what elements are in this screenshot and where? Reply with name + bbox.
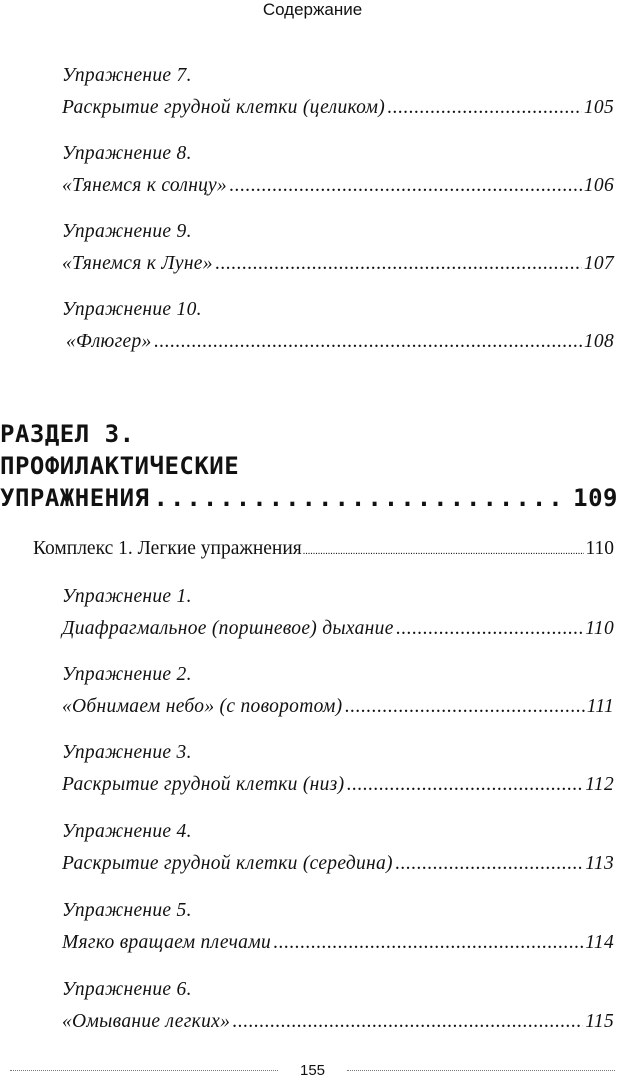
toc-entry-exercise-4[interactable] bbox=[62, 816, 614, 880]
page-number: 155 bbox=[299, 1061, 326, 1079]
toc-entry-exercise-9[interactable] bbox=[62, 216, 614, 280]
dot-leader bbox=[154, 482, 570, 514]
toc-complex-1[interactable] bbox=[33, 533, 614, 568]
toc-entry-title: «Флюгер» bbox=[66, 331, 152, 352]
toc-entry-title: Раскрытие грудной клетки (низ) bbox=[62, 774, 345, 795]
dot-leader bbox=[396, 613, 584, 645]
toc-entry-label: Упражнение 4. bbox=[62, 821, 192, 842]
section-page: 109 bbox=[573, 484, 618, 512]
dot-leader bbox=[344, 691, 584, 723]
toc-entry-label: Упражнение 9. bbox=[62, 221, 192, 242]
toc-entry-title: Раскрытие грудной клетки (середина) bbox=[62, 853, 393, 874]
toc-entry-page: 111 bbox=[586, 696, 614, 717]
toc-entry-exercise-7[interactable] bbox=[62, 60, 614, 124]
dot-leader bbox=[395, 848, 583, 880]
toc-entry-label: Упражнение 8. bbox=[62, 143, 192, 164]
toc-entry-label: Упражнение 1. bbox=[62, 586, 192, 607]
toc-entry-exercise-8[interactable] bbox=[62, 138, 614, 202]
toc-entry-label: Упражнение 5. bbox=[62, 900, 192, 921]
toc-entry-title: «Обнимаем небо» (с поворотом) bbox=[62, 696, 343, 717]
dot-leader bbox=[232, 1006, 583, 1038]
toc-entry-title: «Тянемся к Луне» bbox=[62, 253, 213, 274]
toc-entry-title: Диафрагмальное (поршневое) дыхание bbox=[62, 618, 394, 639]
toc-entry-label: Упражнение 7. bbox=[62, 65, 192, 86]
toc-entry-exercise-2[interactable] bbox=[62, 659, 614, 723]
toc-entry-label: Упражнение 3. bbox=[62, 742, 192, 763]
toc-entry-exercise-5[interactable] bbox=[62, 895, 614, 959]
running-header: Содержание bbox=[262, 0, 363, 19]
dot-leader bbox=[229, 170, 582, 202]
complex-title: Комплекс 1. Легкие упражнения bbox=[33, 538, 302, 559]
section-heading-line-1: РАЗДЕЛ 3. bbox=[0, 420, 135, 448]
toc-entry-title: Мягко вращаем плечами bbox=[62, 932, 272, 953]
dot-leader bbox=[154, 326, 582, 358]
section-heading-line-2: ПРОФИЛАКТИЧЕСКИЕ bbox=[0, 452, 240, 480]
toc-entry-exercise-10[interactable] bbox=[62, 294, 614, 358]
toc-entry-label: Упражнение 10. bbox=[62, 299, 202, 320]
toc-entry-title: Раскрытие грудной клетки (целиком) bbox=[62, 97, 386, 118]
toc-entry-page: 115 bbox=[585, 1011, 614, 1032]
dot-leader bbox=[215, 248, 582, 280]
toc-entry-exercise-3[interactable] bbox=[62, 737, 614, 801]
toc-entry-page: 112 bbox=[585, 774, 614, 795]
toc-entry-title: «Тянемся к солнцу» bbox=[62, 175, 227, 196]
toc-entry-page: 110 bbox=[585, 618, 614, 639]
page-footer bbox=[0, 1060, 625, 1080]
dot-leader bbox=[387, 92, 582, 124]
toc-entry-exercise-1[interactable] bbox=[62, 581, 614, 645]
complex-page: 110 bbox=[585, 538, 614, 559]
footer-rule-right bbox=[347, 1070, 615, 1071]
toc-entry-label: Упражнение 2. bbox=[62, 664, 192, 685]
footer-rule-left bbox=[10, 1070, 278, 1071]
section-heading[interactable] bbox=[0, 418, 618, 514]
section-heading-line-3: УПРАЖНЕНИЯ bbox=[0, 484, 150, 512]
toc-entry-page: 106 bbox=[583, 175, 614, 196]
dot-leader bbox=[273, 927, 583, 959]
toc-entry-page: 113 bbox=[585, 853, 614, 874]
toc-entry-page: 108 bbox=[583, 331, 614, 352]
toc-entry-label: Упражнение 6. bbox=[62, 979, 192, 1000]
toc-entry-page: 107 bbox=[583, 253, 614, 274]
dot-leader bbox=[346, 769, 583, 801]
toc-entry-title: «Омывание легких» bbox=[62, 1011, 231, 1032]
toc-entry-page: 114 bbox=[585, 932, 614, 953]
toc-entry-exercise-6[interactable] bbox=[62, 974, 614, 1038]
toc-entry-page: 105 bbox=[583, 97, 614, 118]
dot-leader bbox=[303, 536, 585, 568]
